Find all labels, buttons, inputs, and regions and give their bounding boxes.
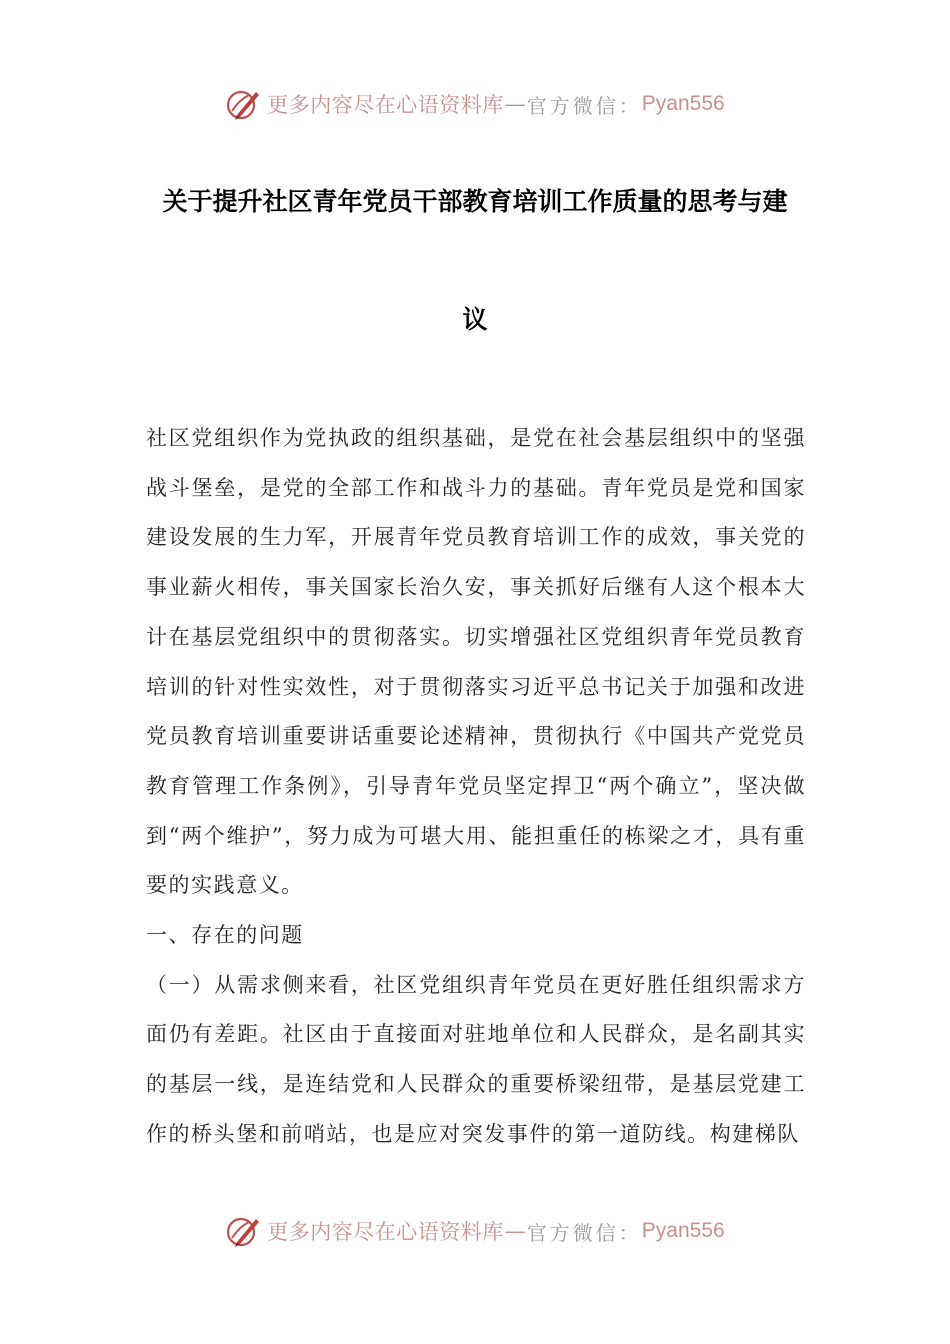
banner-wechat-label: 官方微信： (526, 1220, 642, 1245)
watermark-banner-top (0, 82, 950, 126)
section-paragraph: （一）从需求侧来看，社区党组织青年党员在更好胜任组织需求方面仍有差距。社区由于直接面对驻地单位和人民群众，是名副其实的基层一线，是连结党和人民群众的重要桥梁纽带，是基层党建工作的桥头堡和前哨站，也是应对突发事件的第一道防线。构建梯队 (146, 972, 806, 1146)
banner-slogan: 更多内容尽在心语资料库 (267, 1220, 504, 1244)
banner-dash: — (504, 1219, 526, 1243)
document-title-line-2: 议 (462, 305, 488, 334)
document-title-line-1: 关于提升社区青年党员干部教育培训工作质量的思考与建 (162, 187, 788, 216)
pen-logo-icon (225, 1213, 261, 1249)
watermark-banner-bottom (0, 1209, 950, 1253)
intro-paragraph: 社区党组织作为党执政的组织基础，是党在社会基层组织中的坚强战斗堡垒，是党的全部工作和战斗力的基础。青年党员是党和国家建设发展的生力军，开展青年党员教育培训工作的成效，事关党的事业薪火相传，事关国家长治久安，事关抓好后继有人这个根本大计在基层党组织中的贯彻落实。切实增强社区党组织青年党员教育培训的针对性实效性，对于贯彻落实习近平总书记关于加强和改进党员教育培训重要讲话重要论述精神，贯彻执行《中国共产党党员教育管理工作条例》，引导青年党员坚定捍卫“两个确立”，坚决做到“两个维护”，努力成为可堪大用、能担重任的栋梁之才，具有重要的实践意义。 (146, 426, 806, 898)
banner-wechat-id: Pyan556 (641, 1219, 725, 1242)
banner-slogan: 更多内容尽在心语资料库 (267, 93, 504, 117)
banner-wechat-id: Pyan556 (641, 92, 725, 115)
banner-wechat-label: 官方微信： (526, 93, 642, 118)
document-body (146, 414, 806, 1160)
section-heading: 一、存在的问题 (146, 923, 304, 948)
pen-logo-icon (225, 86, 261, 122)
banner-dash: — (504, 92, 526, 116)
